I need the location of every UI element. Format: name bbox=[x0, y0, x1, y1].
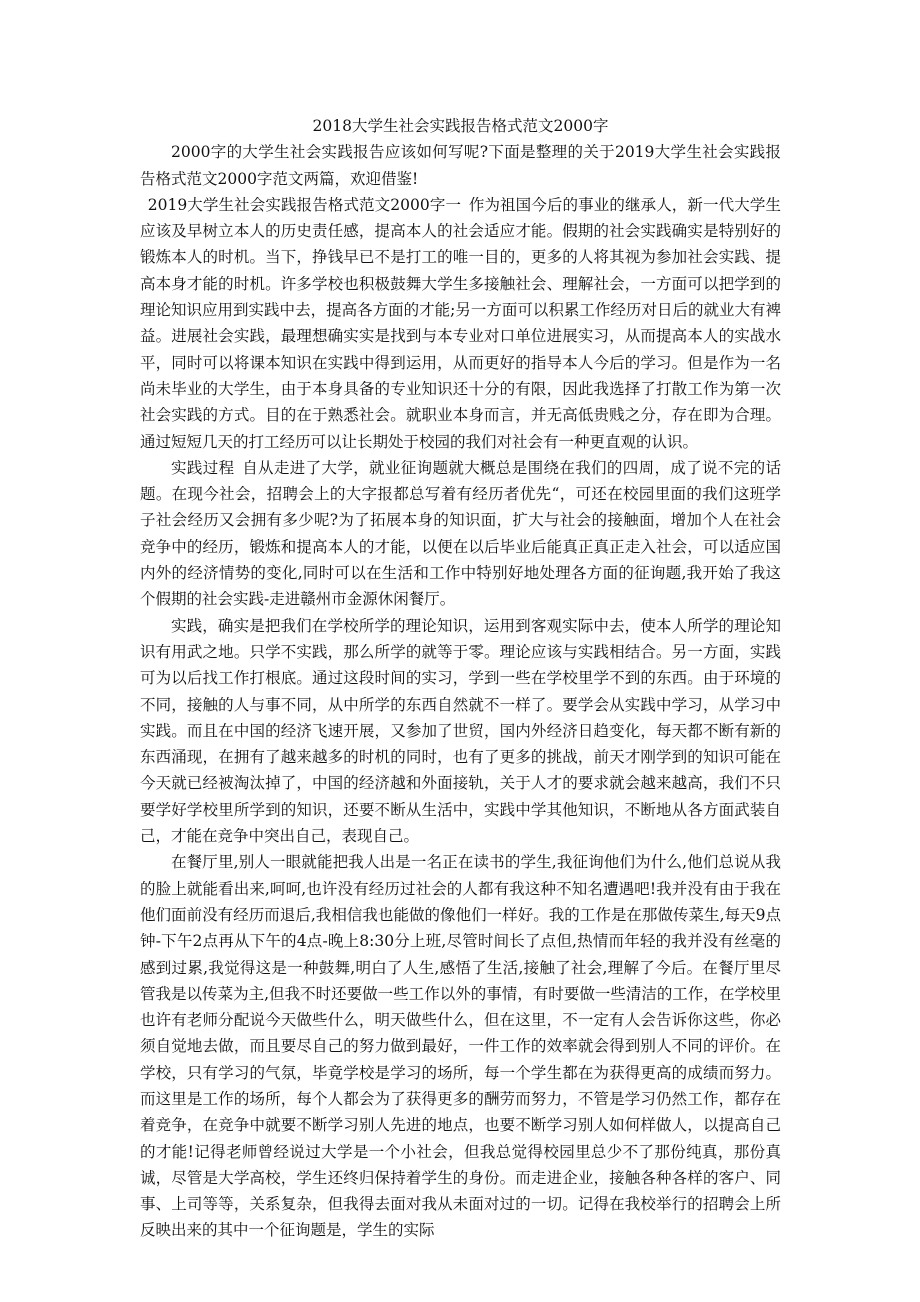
document-title: 2018大学生社会实践报告格式范文2000字 bbox=[312, 117, 609, 135]
document-page bbox=[140, 113, 781, 1244]
paragraph-4: 在餐厅里,别人一眼就能把我人出是一名正在读书的学生,我征询他们为什么,他们总说从我的脸上就能看出来,呵呵,也许没有经历过社会的人都有我这种不知名遭遇吧!我并没有由于我在他们面前没有经历而退后,我相信我也能做的像他们一样好。我的工作是在那做传菜生,每天9点钟-下午2点再从下午的4点-晚上8:30分上班,尽管时间长了点但,热情而年轻的我并没有丝毫的感到过累,我觉得这是一种鼓舞,明白了人生,感悟了生活,接触了社会,理解了今后。在餐厅里尽管我是以传菜为主,但我不时还要做一些工作以外的事情，有时要做一些清洁的工作，在学校里也许有老师分配说今天做些什么，明天做些什么，但在这里，不一定有人会告诉你这些，你必须自觉地去做，而且要尽自己的努力做到最好，一件工作的效率就会得到别人不同的评价。在学校，只有学习的气氛，毕竟学校是学习的场所，每一个学生都在为获得更高的成绩而努力。而这里是工作的场所，每个人都会为了获得更多的酬劳而努力，不管是学习仍然工作，都存在着竞争，在竞争中就要不断学习别人先进的地点，也要不断学习别人如何样做人，以提高自己的才能!记得老师曾经说过大学是一个小社会，但我总觉得校园里总少不了那份纯真，那份真诚，尽管是大学高校，学生还终归保持着学生的身份。而走进企业，接触各种各样的客户、同事、上司等等，关系复杂，但我得去面对我从未面对过的一切。记得在我校举行的招聘会上所反映出来的其中一个征询题是，学生的实际 bbox=[140, 853, 781, 1240]
section1-paragraph bbox=[140, 192, 781, 455]
section1-heading: 2019大学生社会实践报告格式范文2000字一 bbox=[147, 195, 462, 214]
section2-heading: 实践过程 bbox=[171, 458, 235, 477]
paragraph-3: 实践，确实是把我们在学校所学的理论知识，运用到客观实际中去，使本人所学的理论知识有用武之地。只学不实践，那么所学的就等于零。理论应该与实践相结合。另一方面，实践可为以后找工作打根底。通过这段时间的实习，学到一些在学校里学不到的东西。由于环境的不同，接触的人与事不同，从中所学的东西自然就不一样了。要学会从实践中学习，从学习中实践。而且在中国的经济飞速开展，又参加了世贸，国内外经济日趋变化，每天都不断有新的东西涌现，在拥有了越来越多的时机的同时，也有了更多的挑战，前天才刚学到的知识可能在今天就已经被淘汰掉了，中国的经济越和外面接轨，关于人才的要求就会越来越高，我们不只要学好学校里所学到的知识，还要不断从生活中，实践中学其他知识，不断地从各方面武装自己，才能在竞争中突出自己，表现自己。 bbox=[140, 616, 781, 846]
section2-body: 自从走进了大学，就业征询题就大概总是围绕在我们的四周，成了说不完的话题。在现今社会，招聘会上的大字报都总写着有经历者优先“，可还在校园里面的我们这班学子社会经历又会拥有多少呢?为了拓展本身的知识面，扩大与社会的接触面，增加个人在社会竞争中的经历，锻炼和提高本人的才能，以便在以后毕业后能真正真正走入社会，可以适应国内外的经济情势的变化,同时可以在生活和工作中特别好地处理各方面的征询题,我开始了我这个假期的社会实践-走进赣州市金源休闲餐厅。 bbox=[140, 458, 781, 609]
section1-body: 作为祖国今后的事业的继承人，新一代大学生应该及早树立本人的历史责任感，提高本人的社会适应才能。假期的社会实践确实是特别好的锻炼本人的时机。当下，挣钱早已不是打工的唯一目的，更多的人将其视为参加社会实践、提高本身才能的时机。许多学校也积极鼓舞大学生多接触社会、理解社会，一方面可以把学到的理论知识应用到实践中去，提高各方面的才能;另一方面可以积累工作经历对日后的就业大有裨益。进展社会实践，最理想确实实是找到与本专业对口单位进展实习，从而提高本人的实战水平，同时可以将课本知识在实践中得到运用，从而更好的指导本人今后的学习。但是作为一名尚未毕业的大学生，由于本身具备的专业知识还十分的有限，因此我选择了打散工作为第一次社会实践的方式。目的在于熟悉社会。就职业本身而言，并无高低贵贱之分，存在即为合理。通过短短几天的打工经历可以让长期处于校园的我们对社会有一种更直观的认识。 bbox=[140, 195, 781, 451]
section2-paragraph bbox=[140, 455, 781, 613]
intro-paragraph: 2000字的大学生社会实践报告应该如何写呢?下面是整理的关于2019大学生社会实践报告格式范文2000字范文两篇，欢迎借鉴! bbox=[140, 143, 781, 188]
